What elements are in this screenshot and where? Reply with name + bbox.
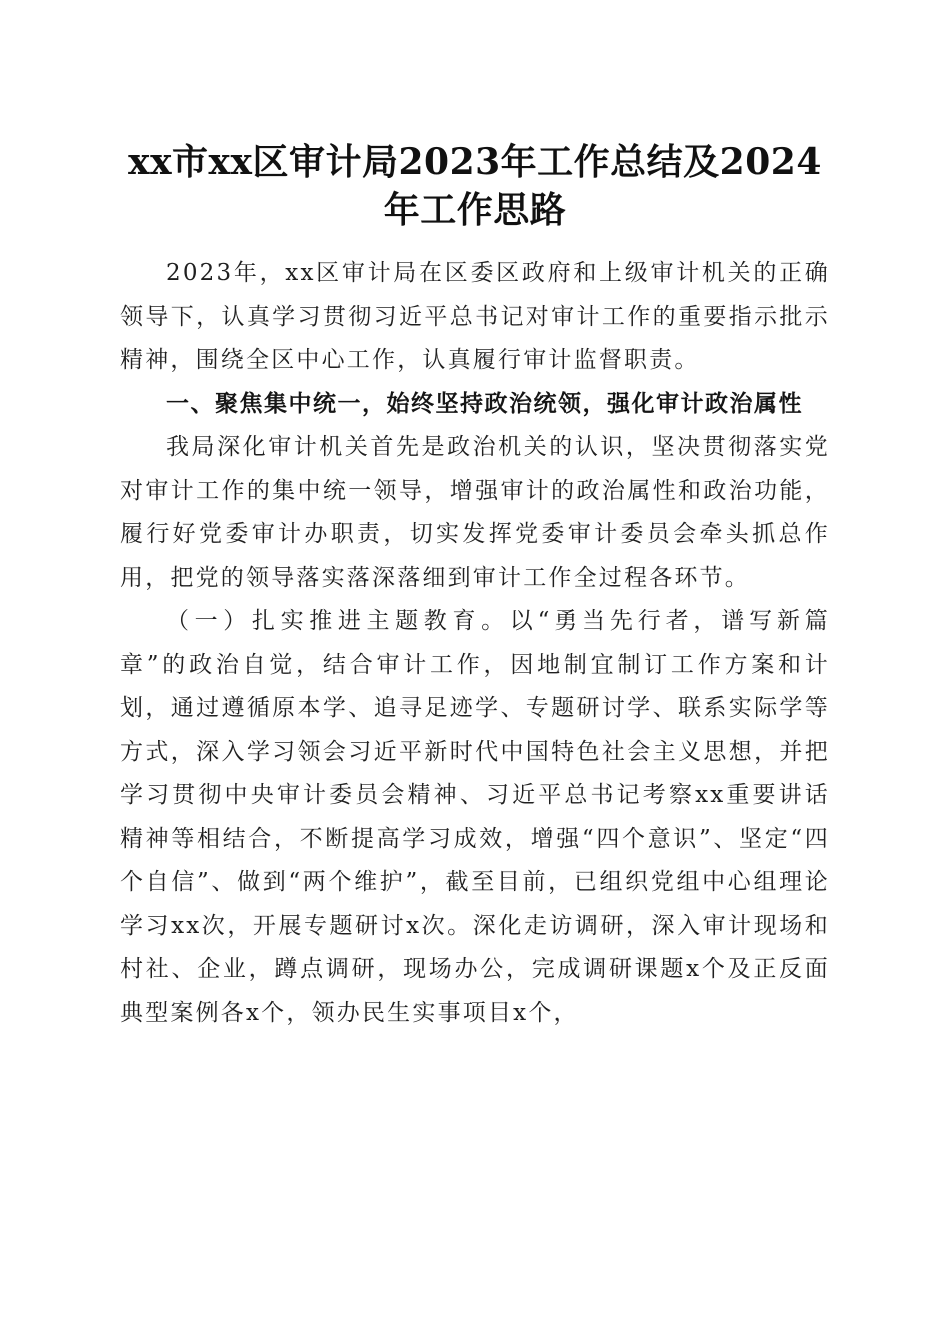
document-title: xx市xx区审计局2023年工作总结及2024年工作思路 xyxy=(128,141,822,231)
document-body xyxy=(120,252,830,1035)
section-1-heading: 一、聚焦集中统一，始终坚持政治统领，强化审计政治属性 xyxy=(166,390,803,417)
item-1-paragraph xyxy=(120,600,830,1035)
section-1-paragraph: 我局深化审计机关首先是政治机关的认识，坚决贯彻落实党对审计工作的集中统一领导，增强审计的政治属性和政治功能，履行好党委审计办职责，切实发挥党委审计委员会牵头抓总作用，把党的领导落实落深落细到审计工作全过程各环节。 xyxy=(120,434,830,591)
intro-paragraph: 2023年，xx区审计局在区委区政府和上级审计机关的正确领导下，认真学习贯彻习近平总书记对审计工作的重要指示批示精神，围绕全区中心工作，认真履行审计监督职责。 xyxy=(120,260,830,373)
item-1-lead: （一）扎实推进主题教育。 xyxy=(166,608,510,634)
item-1-body: 以“勇当先行者，谱写新篇章”的政治自觉，结合审计工作，因地制宜制订工作方案和计划，通过遵循原本学、追寻足迹学、专题研讨学、联系实际学等方式，深入学习领会习近平新时代中国特色社会主义思想，并把学习贯彻中央审计委员会精神、习近平总书记考察xx重要讲话精神等相结合，不断提高学习成效，增强“四个意识”、坚定“四个自信”、做到“两个维护”，截至目前，已组织党组中心组理论学习xx次，开展专题研讨x次。深化走访调研，深入审计现场和村社、企业，蹲点调研，现场办公，完成调研课题x个及正反面典型案例各x个，领办民生实事项目x个， xyxy=(120,608,830,1026)
